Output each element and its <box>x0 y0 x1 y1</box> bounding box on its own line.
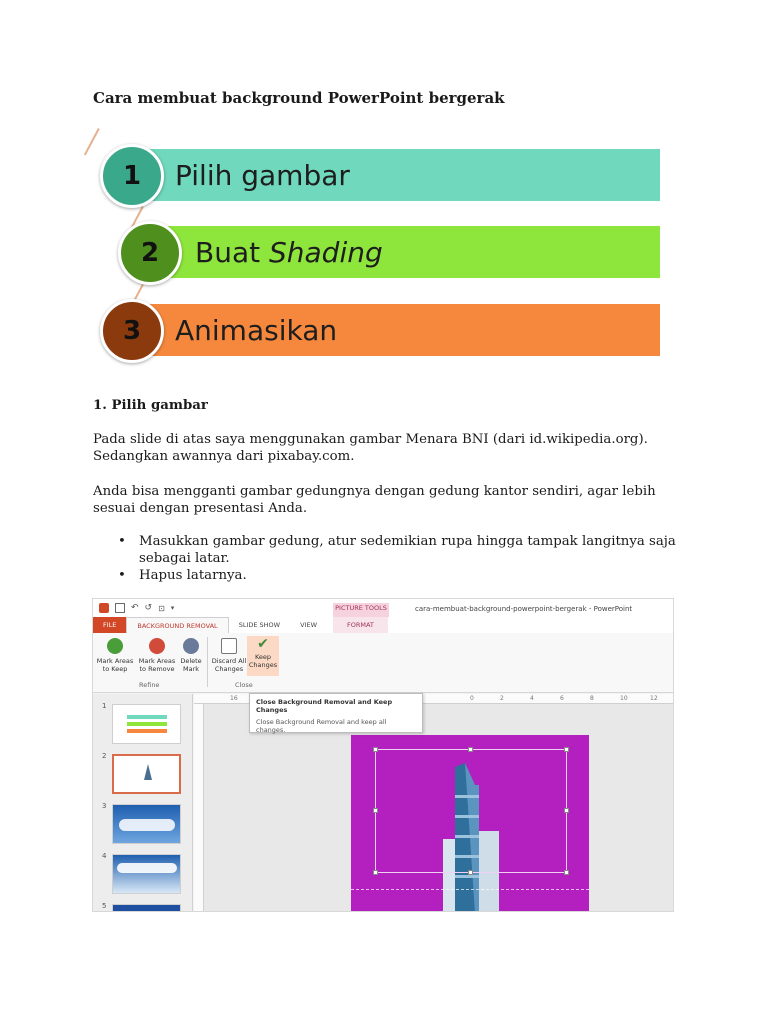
slide-number: 4 <box>102 852 107 860</box>
minus-icon <box>149 638 165 654</box>
paragraph: Pada slide di atas saya menggunakan gambar Menara BNI (dari id.wikipedia.org). Sedangkan awannya dari pixabay.com. <box>93 432 648 464</box>
step-3-label: Animasikan <box>175 313 338 347</box>
horizontal-ruler: 16 0 2 4 6 8 10 12 <box>194 694 674 704</box>
ribbon-tabs <box>93 617 673 633</box>
delete-mark-button[interactable]: Delete Mark <box>177 638 205 673</box>
resize-handle[interactable] <box>373 870 378 875</box>
plus-icon <box>107 638 123 654</box>
discard-all-changes-button[interactable]: Discard All Changes <box>209 638 249 673</box>
customize-toolbar-icon[interactable]: ▾ <box>170 604 175 612</box>
powerpoint-logo-icon <box>99 603 109 613</box>
list-item: • Masukkan gambar gedung, atur sedemikian rupa hingga tampak langitnya saja sebagai latar. <box>118 533 678 567</box>
tab-format[interactable]: FORMAT <box>333 617 388 633</box>
slide-number: 5 <box>102 902 107 910</box>
thumb-bar <box>127 722 167 726</box>
tab-file[interactable]: FILE <box>93 617 126 633</box>
connector-line <box>84 128 100 155</box>
selection-box[interactable] <box>375 749 567 873</box>
resize-handle[interactable] <box>373 747 378 752</box>
resize-handle[interactable] <box>468 747 473 752</box>
step-1-label: Pilih gambar <box>175 158 350 192</box>
cloud-thumb <box>119 819 175 831</box>
steps-infographic <box>90 124 670 374</box>
paragraph: Anda bisa mengganti gambar gedungnya dengan gedung kantor sendiri, agar lebih sesuai dengan presentasi Anda. <box>93 484 656 516</box>
slide-thumbnail-4[interactable] <box>112 854 181 894</box>
keep-changes-button[interactable]: ✔ Keep Changes <box>247 636 279 676</box>
title-bar <box>93 599 673 619</box>
mark-areas-to-remove-button[interactable]: Mark Areas to Remove <box>137 638 177 673</box>
tab-background-removal[interactable]: BACKGROUND REMOVAL <box>126 617 228 633</box>
document-title: Cara membuat background PowerPoint bergerak <box>93 89 505 107</box>
tooltip-title: Close Background Removal and Keep Changes <box>256 698 393 714</box>
tab-view[interactable]: VIEW <box>300 621 317 629</box>
start-slideshow-icon[interactable]: ⊡ <box>158 603 165 613</box>
picture-tools-header: PICTURE TOOLS <box>333 603 389 619</box>
resize-handle[interactable] <box>468 870 473 875</box>
quick-access-toolbar <box>99 603 174 613</box>
dashed-boundary <box>351 889 589 890</box>
thumb-bar <box>127 715 167 719</box>
ribbon-separator <box>207 637 208 687</box>
slide-thumbnail-1[interactable] <box>112 704 181 744</box>
slide-number: 1 <box>102 702 107 710</box>
step-1-circle: 1 <box>100 144 164 208</box>
list-item: • Hapus latarnya. <box>118 567 678 584</box>
slide-number: 2 <box>102 752 107 760</box>
cloud-thumb <box>117 863 177 873</box>
step-1-bar <box>145 149 660 201</box>
redo-icon[interactable]: ↺ <box>144 603 153 613</box>
bullet-list <box>118 533 678 584</box>
group-label-refine: Refine <box>139 681 160 689</box>
building-thumb <box>144 764 152 780</box>
powerpoint-screenshot <box>92 598 674 912</box>
section-heading: 1. Pilih gambar <box>93 398 208 413</box>
slide-thumbnail-3[interactable] <box>112 804 181 844</box>
step-2-label-prefix: Buat <box>195 235 269 269</box>
slide-number: 3 <box>102 802 107 810</box>
ribbon <box>93 633 673 693</box>
resize-handle[interactable] <box>373 808 378 813</box>
resize-handle[interactable] <box>564 808 569 813</box>
step-2-label-italic: Shading <box>269 235 383 269</box>
trash-icon <box>221 638 237 654</box>
resize-handle[interactable] <box>564 747 569 752</box>
slide-thumbnail-2[interactable] <box>112 754 181 794</box>
checkmark-icon: ✔ <box>257 636 269 652</box>
window-title: cara-membuat-background-powerpoint-bergerak - PowerPoint <box>415 605 633 613</box>
thumb-bar <box>127 729 167 733</box>
vertical-ruler <box>194 704 204 912</box>
slide-thumbnail-5[interactable] <box>112 904 181 912</box>
tooltip-body: Close Background Removal and keep all changes. <box>256 718 387 734</box>
group-label-close: Close <box>235 681 253 689</box>
step-3-bar <box>145 304 660 356</box>
slide-thumbnails-panel <box>93 694 193 912</box>
step-2-bar <box>165 226 660 278</box>
tooltip <box>249 693 423 733</box>
mark-areas-to-keep-button[interactable]: Mark Areas to Keep <box>95 638 135 673</box>
step-2-circle: 2 <box>118 221 182 285</box>
save-icon[interactable] <box>115 603 125 613</box>
delete-mark-icon <box>183 638 199 654</box>
resize-handle[interactable] <box>564 870 569 875</box>
undo-icon[interactable]: ↶ <box>131 603 139 613</box>
step-3-circle: 3 <box>100 299 164 363</box>
tab-slide-show[interactable]: SLIDE SHOW <box>238 621 281 629</box>
